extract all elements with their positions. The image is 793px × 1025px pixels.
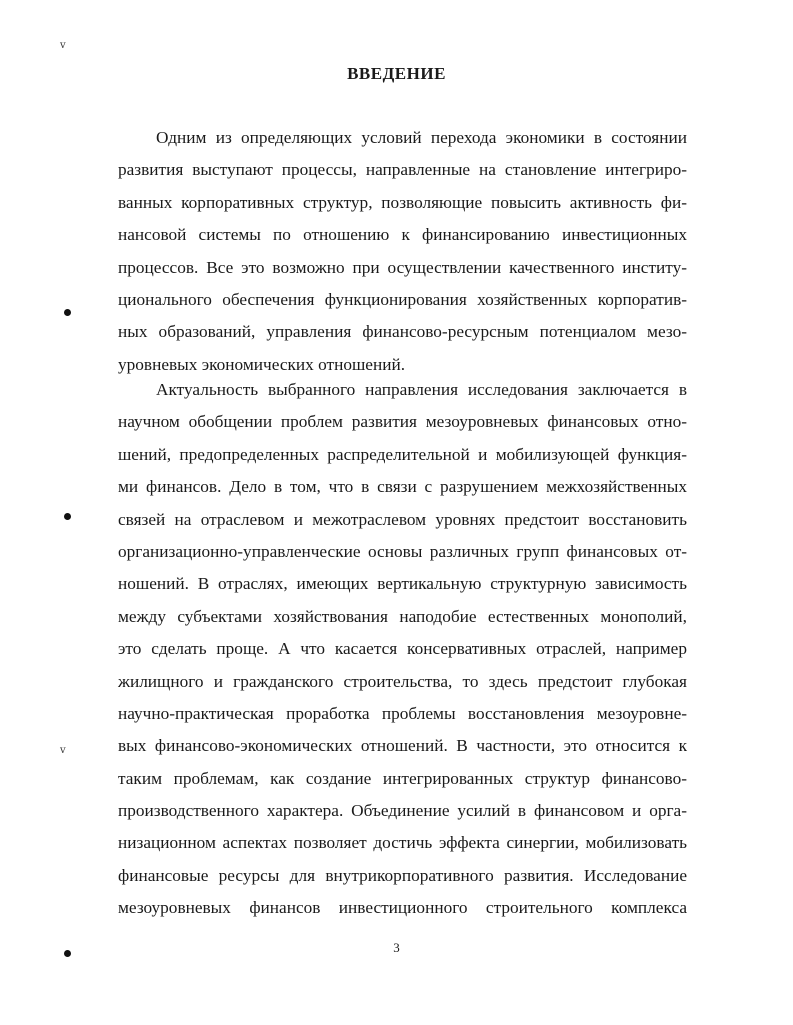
text-line: низационном аспектах позволяет достичь эффекта синергии, мобилизовать [118,833,687,853]
paragraph-intro [118,122,687,381]
text-line: между субъектами хозяйствования наподобие естественных монополий, [118,606,687,626]
text-line: вых финансово-экономических отношений. В частности, это относится к [118,736,687,756]
text-line: мезоуровневых финансов инвестиционного строительного комплекса [118,898,687,918]
scan-mark-middle: ⅴ [60,745,66,756]
binding-hole-mark [64,513,71,520]
text-line: нансовой системы по отношению к финансированию инвестиционных [118,225,687,245]
text-line: ношений. В отраслях, имеющих вертикальную структурную зависимость [118,574,687,594]
text-line: жилищного и гражданского строительства, то здесь предстоит глубокая [118,671,687,691]
text-line: процессов. Все это возможно при осуществлении качественного институ- [118,257,687,277]
text-line: уровневых экономических отношений. [118,354,406,374]
text-line: производственного характера. Объединение усилий в финансовом и орга- [118,801,687,821]
text-line: научно-практическая проработка проблемы восстановления мезоуровне- [118,703,687,723]
text-line: ванных корпоративных структур, позволяющие повысить активность фи- [118,192,687,212]
text-line: таким проблемам, как создание интегрированных структур финансово- [118,768,687,788]
text-line: Одним из определяющих условий перехода экономики в состоянии [156,128,687,147]
text-line: научном обобщении проблем развития мезоуровневых финансовых отно- [118,412,687,432]
text-line: развития выступают процессы, направленные на становление интегриро- [118,160,687,180]
scan-mark-top: ⅴ [60,40,66,51]
text-line: это сделать проще. А что касается консервативных отраслей, например [118,639,687,659]
text-line: шений, предопределенных распределительной и мобилизующей функция- [118,444,687,464]
text-line: Актуальность выбранного направления исследования заключается в [156,380,687,399]
text-line: ми финансов. Дело в том, что в связи с разрушением межхозяйственных [118,477,687,497]
page-number: 3 [393,940,400,955]
binding-hole-mark [64,309,71,316]
text-line: финансовые ресурсы для внутрикорпоративного развития. Исследование [118,865,687,885]
text-line: ционального обеспечения функционирования хозяйственных корпоратив- [118,289,687,309]
section-heading: ВВЕДЕНИЕ [347,64,446,83]
text-line: связей на отраслевом и межотраслевом уровнях предстоит восстановить [118,509,687,529]
paragraph-relevance [118,374,687,925]
text-line: ных образований, управления финансово-ресурсным потенциалом мезо- [118,322,687,342]
text-line: организационно-управленческие основы различных групп финансовых от- [118,541,687,561]
